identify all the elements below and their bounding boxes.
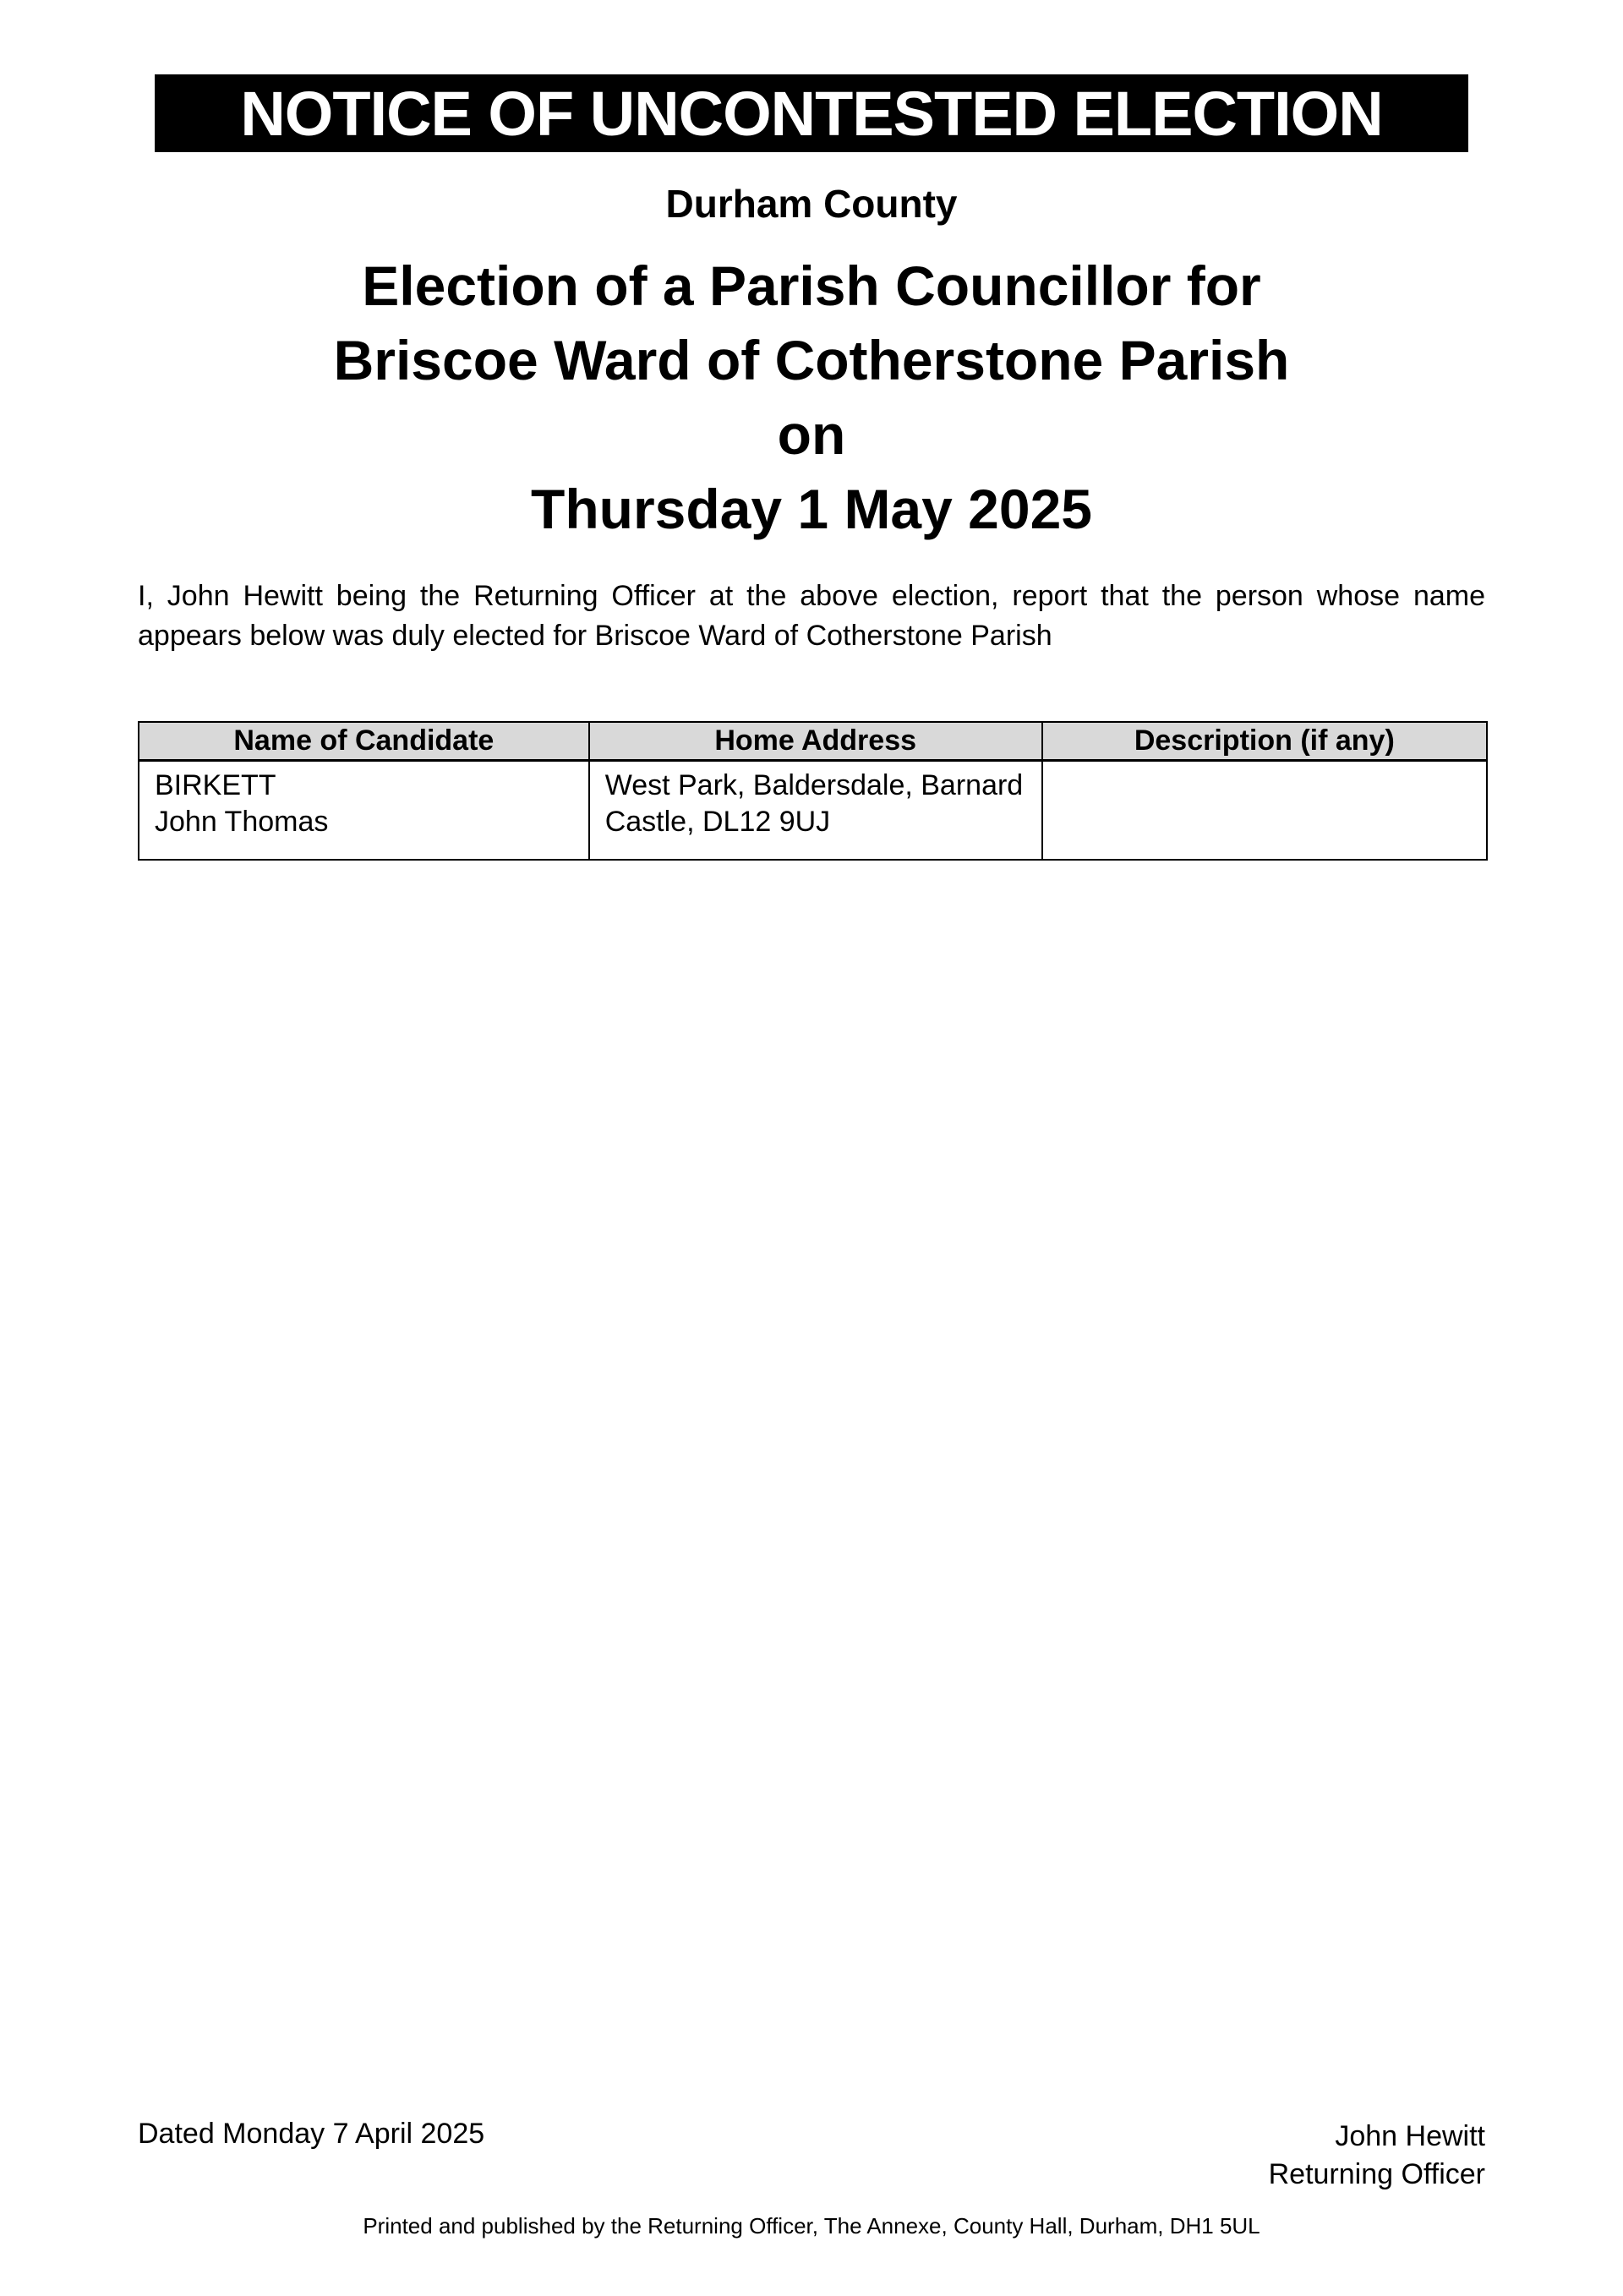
authority-name: Durham County [665, 182, 958, 226]
election-title-line-4: Thursday 1 May 2025 [531, 478, 1092, 540]
dated-signature-row [138, 2118, 1485, 2194]
officer-signature [1269, 2118, 1485, 2194]
column-header-name-of-candidate: Name of Candidate [139, 722, 589, 761]
notice-banner [155, 74, 1468, 152]
candidates-table [138, 721, 1488, 861]
officer-name: John Hewitt [1335, 2120, 1485, 2152]
description-cell [1042, 761, 1487, 860]
printed-published-line: Printed and published by the Returning Officer, The Annexe, County Hall, Durham, DH1 5UL [363, 2213, 1260, 2239]
table-header-row [139, 722, 1487, 761]
election-title [0, 249, 1623, 546]
election-title-line-2: Briscoe Ward of Cotherstone Parish [333, 329, 1290, 391]
notice-banner-title: NOTICE OF UNCONTESTED ELECTION [240, 78, 1383, 149]
election-title-line-1: Election of a Parish Councillor for [362, 254, 1261, 317]
officer-title: Returning Officer [1268, 2158, 1485, 2190]
column-header-description: Description (if any) [1042, 722, 1487, 761]
dated-line: Dated Monday 7 April 2025 [138, 2118, 485, 2150]
home-address-cell: West Park, Baldersdale, Barnard Castle, DL12 9UJ [589, 761, 1042, 860]
candidate-surname: BIRKETT [155, 769, 276, 801]
candidate-name-cell [139, 761, 589, 860]
table-row [139, 761, 1487, 860]
candidate-forenames: John Thomas [155, 806, 329, 838]
column-header-home-address: Home Address [589, 722, 1042, 761]
election-title-line-3: on [777, 403, 846, 466]
returning-officer-statement: I, John Hewitt being the Returning Officer at the above election, report that the person whose name appears below was duly elected for Briscoe Ward of Cotherstone Parish [138, 580, 1485, 652]
